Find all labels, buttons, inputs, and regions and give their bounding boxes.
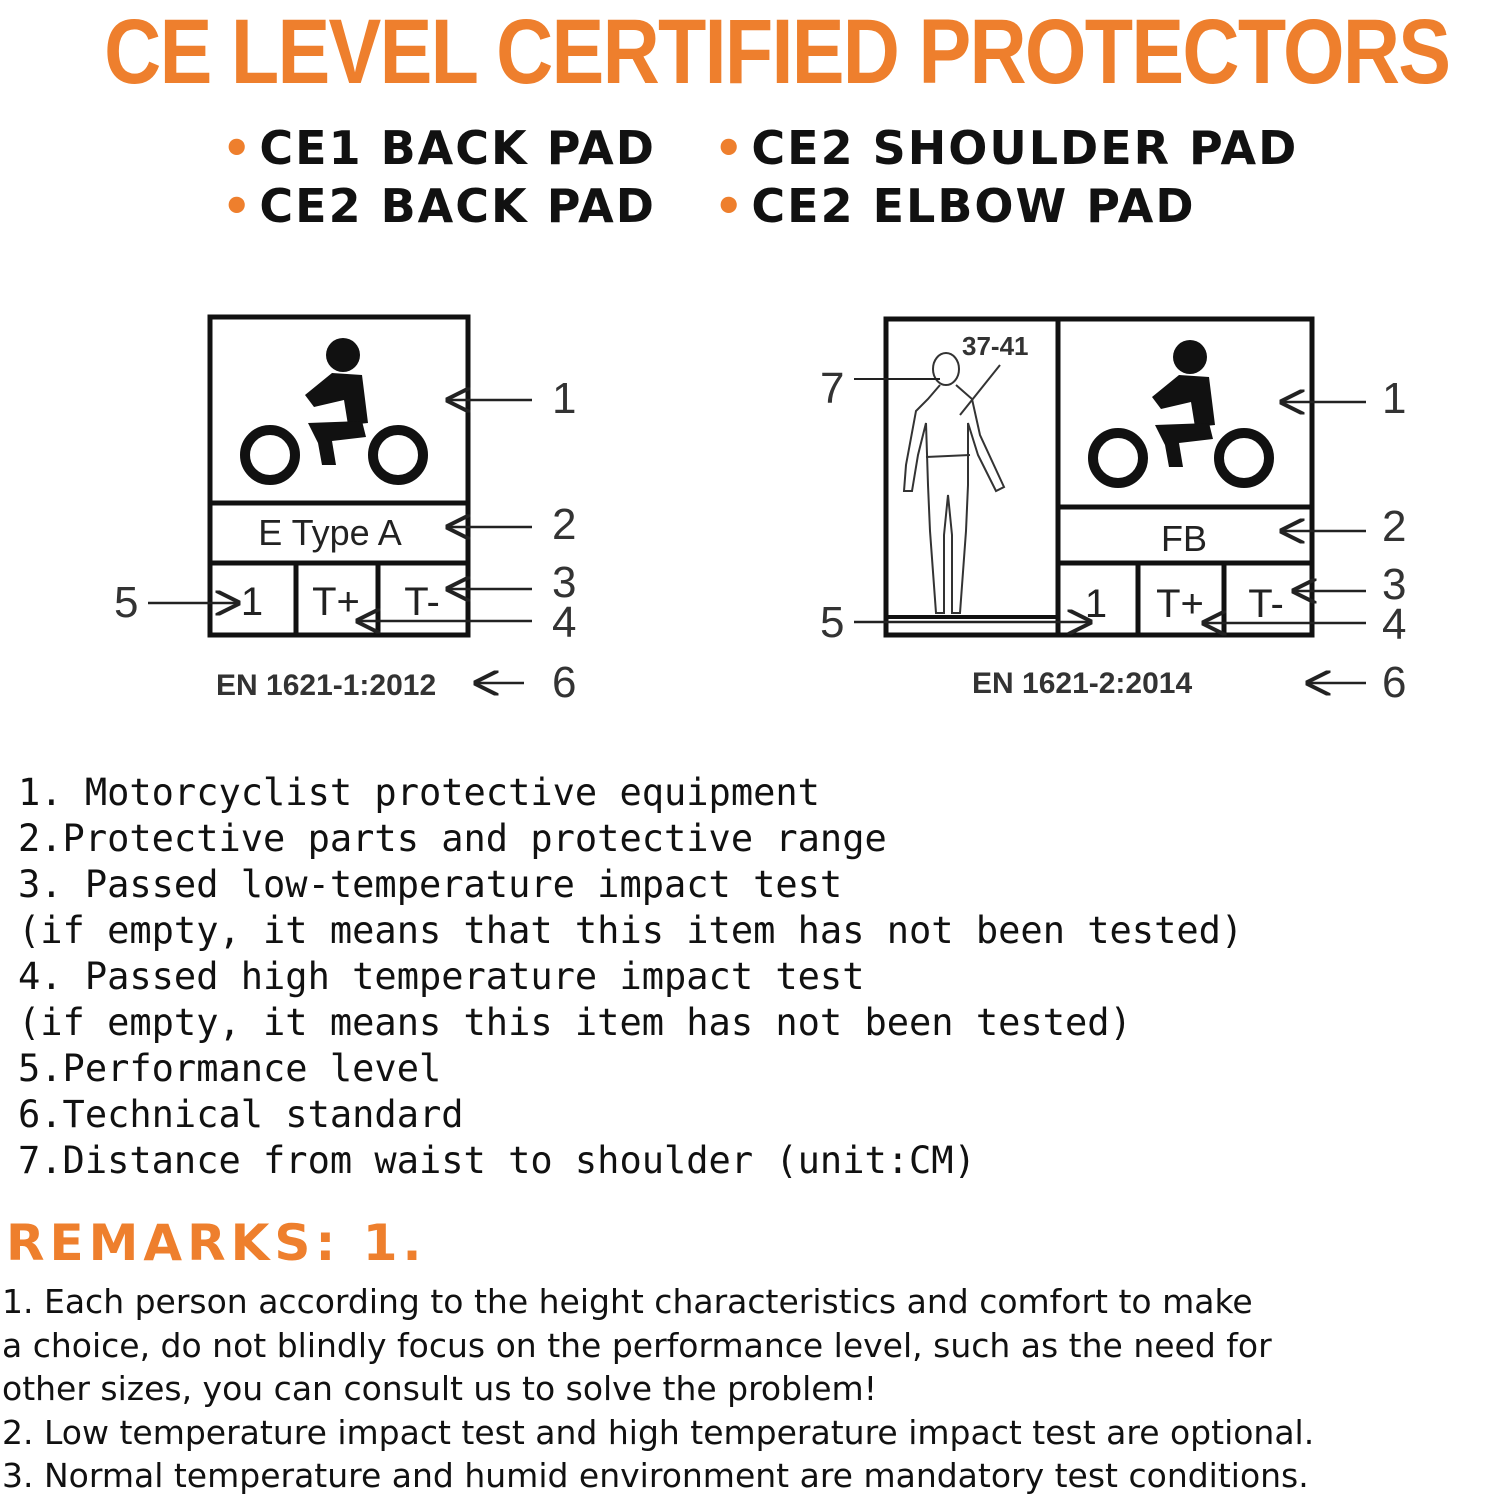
t-minus-text: T- [1248, 582, 1284, 626]
t-plus-text: T+ [1156, 582, 1204, 626]
size-range-text: 37-41 [962, 331, 1029, 361]
legend-item: 1. Motorcyclist protective equipment [18, 771, 820, 814]
callout-number: 2 [552, 500, 577, 549]
standard-text: EN 1621-1:2012 [216, 669, 437, 702]
legend-item: 7.Distance from waist to shoulder (unit:CM) [18, 1139, 976, 1182]
callout-number: 5 [114, 578, 139, 627]
list-item: • CE1 BACK PAD [222, 121, 656, 175]
callout-number: 1 [552, 374, 577, 423]
callout-number: 2 [1382, 502, 1407, 551]
legend-item: 2.Protective parts and protective range [18, 817, 887, 860]
level-text: 1 [1084, 582, 1108, 626]
callout-number: 6 [552, 658, 577, 707]
type-text: E Type A [258, 512, 402, 553]
page-title: CE LEVEL CERTIFIED PROTECTORS [104, 1, 1450, 103]
t-minus-text: T- [404, 580, 440, 624]
bullet-icon: • [714, 179, 746, 233]
remarks-line: 2. Low temperature impact test and high temperature impact test are optional. [2, 1412, 1315, 1452]
motorcyclist-icon [1093, 340, 1269, 483]
legend-item: 3. Passed low-temperature impact test [18, 863, 843, 906]
level-text: 1 [240, 580, 264, 624]
callout-number: 4 [1382, 600, 1407, 649]
ce-label-diagram-back [100, 295, 620, 715]
standard-text: EN 1621-2:2014 [972, 667, 1193, 700]
callout-number: 4 [552, 598, 577, 647]
legend-list [18, 770, 1478, 1184]
legend-item: (if empty, it means this item has not been tested) [18, 1001, 1132, 1044]
remarks-line: other sizes, you can consult us to solve the problem! [2, 1369, 877, 1408]
legend-item: 6.Technical standard [18, 1093, 464, 1136]
bullet-icon: • [222, 179, 254, 233]
legend-item: (if empty, it means that this item has not been tested) [18, 909, 1244, 952]
remarks-line: 1. Each person according to the height characteristics and comfort to make [2, 1282, 1253, 1321]
t-plus-text: T+ [312, 580, 360, 624]
remarks-text [2, 1280, 1486, 1498]
remarks-line: 3. Normal temperature and humid environment are mandatory test conditions. [2, 1456, 1309, 1495]
legend-item: 4. Passed high temperature impact test [18, 955, 865, 998]
legend-item: 5.Performance level [18, 1047, 442, 1090]
list-item: • CE2 ELBOW PAD [714, 179, 1196, 233]
callout-number: 3 [552, 558, 577, 607]
callout-number: 6 [1382, 658, 1407, 707]
bullet-icon: • [714, 121, 746, 175]
remarks-heading: REMARKS: 1. [6, 1214, 427, 1272]
motorcyclist-icon [245, 338, 423, 480]
callout-number: 5 [820, 598, 845, 647]
callout-number: 7 [820, 364, 845, 413]
remarks-line: a choice, do not blindly focus on the performance level, such as the need for [2, 1325, 1272, 1365]
type-text: FB [1160, 518, 1208, 559]
list-item: • CE2 SHOULDER PAD [714, 121, 1299, 175]
ce-label-diagram-shoulder [800, 295, 1440, 715]
list-item: • CE2 BACK PAD [222, 179, 656, 233]
callout-number: 3 [1382, 560, 1407, 609]
body-outline-icon [904, 353, 1004, 613]
bullet-icon: • [222, 121, 254, 175]
callout-number: 1 [1382, 374, 1407, 423]
